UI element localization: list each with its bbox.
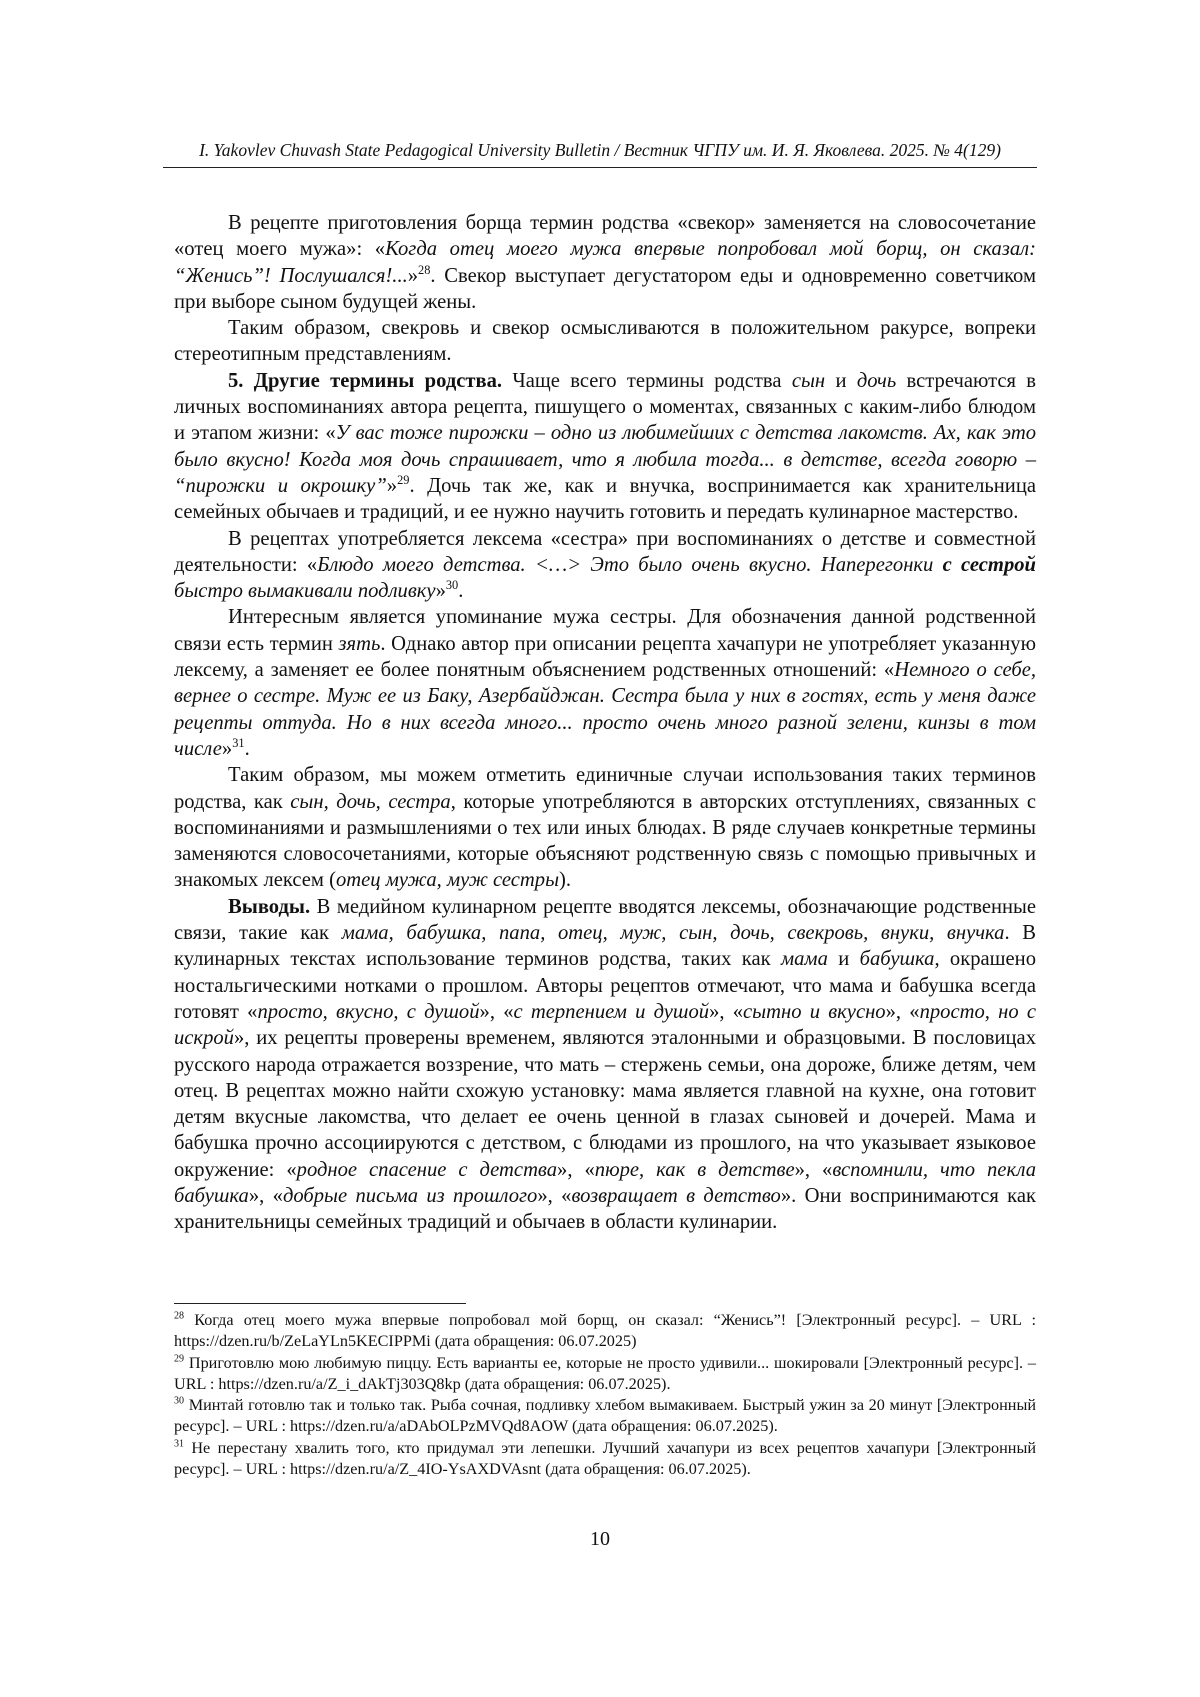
article-body (174, 210, 1036, 1236)
paragraph-conclusions: Выводы. В медийном кулинарном рецепте вводятся лексемы, обозначающие родственные связи, такие как мама, бабушка, папа, отец, муж, сын, дочь, свекровь, внуки, внучка. В кулинарных текстах использование терминов родства, таких как мама и бабушка, окрашено ностальгическими нотками о прошлом. Авторы рецептов отмечают, что мама и бабушка всегда готовят «просто, вкусно, с душой», «с терпением и душой», «сытно и вкусно», «просто, но с искрой», их рецепты проверены временем, являются эталонными и образцовыми. В пословицах русского народа отражается воззрение, что мать – стержень семьи, она дороже, ближе детям, чем отец. В рецептах можно найти схожую установку: мама является главной на кухне, она готовит детям вкусные лакомства, что делает ее очень ценной в глазах сыновей и дочерей. Мама и бабушка прочно ассоциируются с детством, с блюдами из прошлого, на что указывает языковое окружение: «родное спасение с детства», «пюре, как в детстве», «вспомнили, что пекла бабушка», «добрые письма из прошлого», «возвращает в детство». Они воспринимаются как хранительницы семейных традиций и обычаев в области кулинарии. (174, 895, 1037, 1234)
footnote-ref-31[interactable]: 31 (232, 736, 245, 751)
header-rule (163, 167, 1037, 168)
paragraph-summary-terms: Таким образом, мы можем отметить единичные случаи использования таких терминов родства, как сын, дочь, сестра, которые употребляются в авторских отступлениях, связанных с воспоминаниями и размышлениями о тех или иных блюдах. В ряде случаев конкретные термины заменяются словосочетаниями, которые объясняют родственную связь с помощью привычных и знакомых лексем (отец мужа, муж сестры). (174, 764, 1036, 892)
conclusions-heading: Выводы. (228, 895, 311, 918)
footnote-28: $^{28}$ Когда отец моего мужа впервые попробовал мой борщ, он сказал: “Женись”! [Электронный ресурс]. – URL : https://dzen.ru/b/ZeLaYLn5KECIPPMi (дата обращения: 06.07.2025) (174, 1310, 1036, 1351)
footnote-ref-30[interactable]: 30 (445, 578, 459, 593)
footnotes (174, 1310, 1036, 1480)
paragraph-muzh-sestry: Интересным является упоминание мужа сестры. Для обозначения данной родственной связи есть термин зять. Однако автор при описании рецепта хачапури не употребляет указанную лексему, а заменяет ее более понятным объяснением родственных отношений: «Немного о себе, вернее о сестре. Муж ее из Баку, Азербайджан. Сестра была у них в гостях, есть у меня даже рецепты оттуда. Но в них всегда много... просто очень много разной зелени, кинзы в том числе»$^{31}$. (174, 606, 1036, 760)
footnote-ref-28[interactable]: 28 (418, 262, 431, 277)
paragraph-svekor: В рецепте приготовления борща термин родства «свекор» заменяется на словосочетание «отец моего мужа»: «Когда отец моего мужа впервые попробовал мой борщ, он сказал: “Женись”! Послушался!...»$^{28}$. Свекор выступает дегустатором еды и одновременно советчиком при выборе сыном будущей жены. (174, 212, 1037, 313)
footnote-29: $^{29}$ Приготовлю мою любимую пиццу. Есть варианты ее, которые не просто удивили... шокировали [Электронный ресурс]. – URL : https://dzen.ru/a/Z_i_dAkTj303Q8kp (дата обращения: 06.07.2025). (174, 1353, 1036, 1393)
paragraph-other-kinship-terms: 5. Другие термины родства. Чаще всего термины родства сын и дочь встречаются в личных воспоминаниях автора рецепта, пишущего о моментах, связанных с каким-либо блюдом и этапом жизни: «У вас тоже пирожки – одно из любимейших с детства лакомств. Ах, как это было вкусно! Когда моя дочь спрашивает, что я любила тогда... в детстве, всегда говорю – “пирожки и окрошку”»$^{29}$. Дочь так же, как и внучка, воспринимается как хранительница семейных обычаев и традиций, и ее нужно научить готовить и передать кулинарное мастерство. (174, 369, 1036, 524)
footnote-ref-29[interactable]: 29 (397, 473, 410, 488)
footnote-31: $^{31}$ Не перестану хвалить того, кто придумал эти лепешки. Лучший хачапури из всех рецептов хачапури [Электронный ресурс]. – URL : https://dzen.ru/a/Z_4IO-YsAXDVAsnt (дата обращения: 06.07.2025). (174, 1438, 1036, 1479)
footnote-30: $^{30}$ Минтай готовлю так и только так. Рыба сочная, подливку хлебом вымакиваем. Быстрый ужин за 20 минут [Электронный ресурс]. – URL : https://dzen.ru/a/aDAbOLPzMVQd8AOW (дата обращения: 06.07.2025). (174, 1395, 1036, 1436)
paragraph-conclusion-svekrov: Таким образом, свекровь и свекор осмысливаются в положительном ракурсе, вопреки стереотипным представлениям. (174, 317, 1036, 366)
section-heading: 5. Другие термины родства. (228, 369, 503, 392)
running-header: I. Yakovlev Chuvash State Pedagogical University Bulletin / Вестник ЧГПУ им. И. Я. Яковлева. 2025. № 4(129) (199, 140, 1001, 160)
footnote-separator (174, 1303, 466, 1304)
paragraph-sestra: В рецептах употребляется лексема «сестра» при воспоминаниях о детстве и совместной деятельности: «Блюдо моего детства. <…> Это было очень вкусно. Наперегонки с сестрой быстро вымакивали подливку»$^{30}$. (174, 527, 1036, 603)
page-number: 10 (590, 1528, 610, 1550)
